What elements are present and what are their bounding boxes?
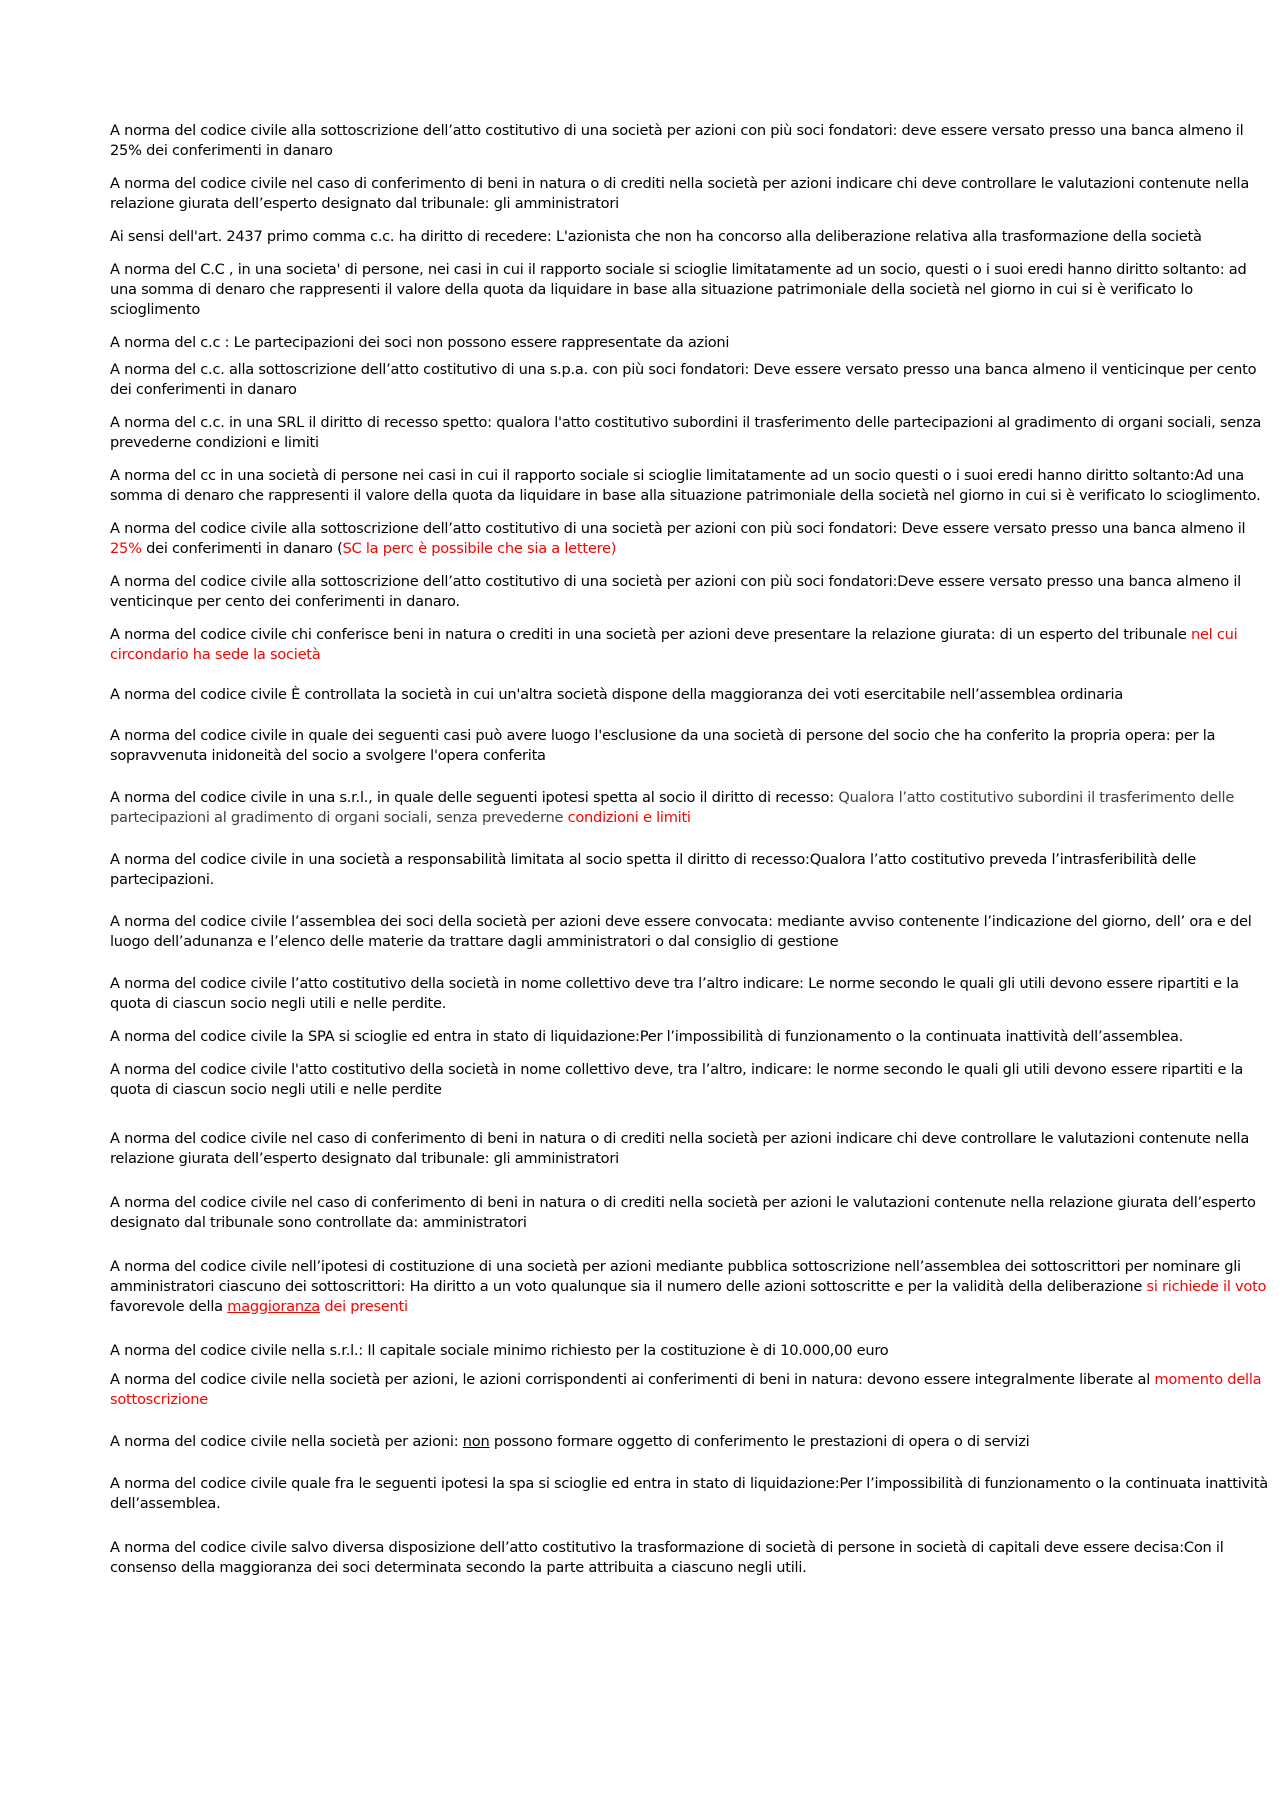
text-run: A norma del codice civile alla sottoscrizione dell’atto costitutivo di una società per azioni con più soci fondatori: deve essere versato presso una banca almeno il 25% dei conferimenti in danaro <box>110 122 1244 159</box>
text-run: A norma del codice civile l’atto costitutivo della società in nome collettivo deve tra l’altro indicare: Le norme secondo le quali gli utili devono essere ripartiti e la quota di ciascun socio negli utili e nelle perdite. <box>110 975 1239 1012</box>
text-run: A norma del codice civile nella società per azioni: <box>110 1433 463 1450</box>
highlighted-text: non <box>462 1433 490 1450</box>
paragraph <box>110 1257 1270 1317</box>
text-run: A norma del codice civile alla sottoscrizione dell’atto costitutivo di una società per azioni con più soci fondatori:Deve essere versato presso una banca almeno il venticinque per cento dei conferimenti in danaro. <box>110 573 1241 610</box>
text-run: A norma del codice civile l'atto costitutivo della società in nome collettivo deve, tra l’altro, indicare: le norme secondo le quali gli utili devono essere ripartiti e la quota di ciascun socio negli utili e nelle perdite <box>110 1061 1244 1098</box>
text-run: A norma del C.C , in una societa' di persone, nei casi in cui il rapporto sociale si scioglie limitatamente ad un socio, questi o i suoi eredi hanno diritto soltanto: ad una somma di denaro che rappresenti il valore della quota da liquidare in base alla situazione patrimoniale della società nel giorno in cui si è verificato lo scioglimento <box>110 261 1247 318</box>
paragraph <box>110 850 1270 890</box>
paragraph <box>110 1193 1270 1233</box>
paragraph <box>110 912 1270 952</box>
highlighted-text: si richiede il voto <box>1146 1278 1267 1295</box>
text-run: A norma del codice civile la SPA si scioglie ed entra in stato di liquidazione:Per l’impossibilità di funzionamento o la continuata inattività dell’assemblea. <box>110 1028 1184 1045</box>
paragraph <box>110 572 1270 612</box>
text-run: A norma del codice civile nella s.r.l.: Il capitale sociale minimo richiesto per la costituzione è di 10.000,00 euro <box>110 1342 889 1359</box>
paragraph <box>110 260 1270 320</box>
text-run: A norma del codice civile in quale dei seguenti casi può avere luogo l'esclusione da una società di persone del socio che ha conferito la propria opera: per la sopravvenuta inidoneità del socio a svolgere l'opera conferita <box>110 727 1216 764</box>
text-run: A norma del codice civile in una società a responsabilità limitata al socio spetta il diritto di recesso:Qualora l’atto costitutivo preveda l’intrasferibilità delle partecipazioni. <box>110 851 1197 888</box>
highlighted-text: Qualora l’atto costitutivo subordini il trasferimento delle partecipazioni al gradimento di organi sociali, senza prevederne <box>110 789 1235 826</box>
paragraph <box>110 625 1270 665</box>
text-run: A norma del codice civile nella società per azioni, le azioni corrispondenti ai conferimenti di beni in natura: devono essere integralmente liberate al <box>110 1371 1155 1388</box>
highlighted-text: nel cui circondario ha sede la società <box>110 626 1238 663</box>
highlighted-text: SC la perc è possibile che sia a lettere) <box>342 540 617 557</box>
text-run: A norma del codice civile salvo diversa disposizione dell’atto costitutivo la trasformazione di società di persone in società di capitali deve essere decisa:Con il consenso della maggioranza dei soci determinata secondo la parte attribuita a ciascuno negli utili. <box>110 1539 1224 1576</box>
paragraph <box>110 519 1270 559</box>
highlighted-text: dei presenti <box>319 1298 408 1315</box>
paragraph <box>110 121 1270 161</box>
paragraph <box>110 1027 1270 1047</box>
text-run: A norma del codice civile in una s.r.l., in quale delle seguenti ipotesi spetta al socio il diritto di recesso: <box>110 789 839 806</box>
text-run: A norma del codice civile È controllata la società in cui un'altra società dispone della maggioranza dei voti esercitabile nell’assemblea ordinaria <box>110 686 1124 703</box>
text-run: A norma del c.c : Le partecipazioni dei soci non possono essere rappresentate da azioni <box>110 334 730 351</box>
text-run: A norma del codice civile chi conferisce beni in natura o crediti in una società per azioni deve presentare la relazione giurata: di un esperto del tribunale <box>110 626 1191 643</box>
paragraph <box>110 1538 1270 1578</box>
text-run: favorevole della <box>110 1298 228 1315</box>
text-run: A norma del codice civile l’assemblea dei soci della società per azioni deve essere convocata: mediante avviso contenente l’indicazione del giorno, dell’ ora e del luogo dell’adunanza e l’elenco delle materie da trattare dagli amministratori o dal consiglio di gestione <box>110 913 1252 950</box>
paragraph <box>110 360 1270 400</box>
highlighted-text: condizioni e limiti <box>567 809 691 826</box>
text-run: A norma del c.c. alla sottoscrizione dell’atto costitutivo di una s.p.a. con più soci fondatori: Deve essere versato presso una banca almeno il venticinque per cento dei conferimenti in danaro <box>110 361 1257 398</box>
paragraph <box>110 1432 1270 1452</box>
paragraph <box>110 413 1270 453</box>
highlighted-text: 25% <box>110 540 142 557</box>
paragraph <box>110 227 1270 247</box>
highlighted-text: maggioranza <box>227 1298 320 1315</box>
paragraph <box>110 1129 1270 1169</box>
paragraph <box>110 1370 1270 1410</box>
document-body <box>110 121 1270 1578</box>
text-run: A norma del cc in una società di persone nei casi in cui il rapporto sociale si scioglie limitatamente ad un socio questi o i suoi eredi hanno diritto soltanto:Ad una somma di denaro che rappresenti il valore della quota da liquidare in base alla situazione patrimoniale della società nel giorno in cui si è verificato lo scioglimento. <box>110 467 1261 504</box>
paragraph <box>110 685 1270 705</box>
text-run: A norma del codice civile nel caso di conferimento di beni in natura o di crediti nella società per azioni le valutazioni contenute nella relazione giurata dell’esperto designato dal tribunale sono controllate da: amministratori <box>110 1194 1256 1231</box>
text-run: A norma del codice civile nel caso di conferimento di beni in natura o di crediti nella società per azioni indicare chi deve controllare le valutazioni contenute nella relazione giurata dell’esperto designato dal tribunale: gli amministratori <box>110 1130 1250 1167</box>
paragraph <box>110 788 1270 828</box>
text-run: dei conferimenti in danaro ( <box>141 540 343 557</box>
paragraph <box>110 333 1270 353</box>
text-run: A norma del c.c. in una SRL il diritto di recesso spetto: qualora l'atto costitutivo subordini il trasferimento delle partecipazioni al gradimento di organi sociali, senza prevederne condizioni e limiti <box>110 414 1262 451</box>
paragraph <box>110 1474 1270 1514</box>
text-run: A norma del codice civile nell’ipotesi di costituzione di una società per azioni mediante pubblica sottoscrizione nell’assemblea dei sottoscrittori per nominare gli amministratori ciascuno dei sottoscrittori: Ha diritto a un voto qualunque sia il numero delle azioni sottoscritte e per la validità della deliberazione <box>110 1258 1241 1295</box>
paragraph <box>110 1341 1270 1361</box>
text-run: A norma del codice civile quale fra le seguenti ipotesi la spa si scioglie ed entra in stato di liquidazione:Per l’impossibilità di funzionamento o la continuata inattività dell’assemblea. <box>110 1475 1268 1512</box>
text-run: Ai sensi dell'art. 2437 primo comma c.c. ha diritto di recedere: L'azionista che non ha concorso alla deliberazione relativa alla trasformazione della società <box>110 228 1202 245</box>
text-run: A norma del codice civile alla sottoscrizione dell’atto costitutivo di una società per azioni con più soci fondatori: Deve essere versato presso una banca almeno il <box>110 520 1246 537</box>
paragraph <box>110 726 1270 766</box>
paragraph <box>110 1060 1270 1100</box>
text-run: A norma del codice civile nel caso di conferimento di beni in natura o di crediti nella società per azioni indicare chi deve controllare le valutazioni contenute nella relazione giurata dell’esperto designato dal tribunale: gli amministratori <box>110 175 1250 212</box>
highlighted-text: momento della sottoscrizione <box>110 1371 1262 1408</box>
paragraph <box>110 174 1270 214</box>
paragraph <box>110 974 1270 1014</box>
text-run: possono formare oggetto di conferimento le prestazioni di opera o di servizi <box>489 1433 1030 1450</box>
paragraph <box>110 466 1270 506</box>
